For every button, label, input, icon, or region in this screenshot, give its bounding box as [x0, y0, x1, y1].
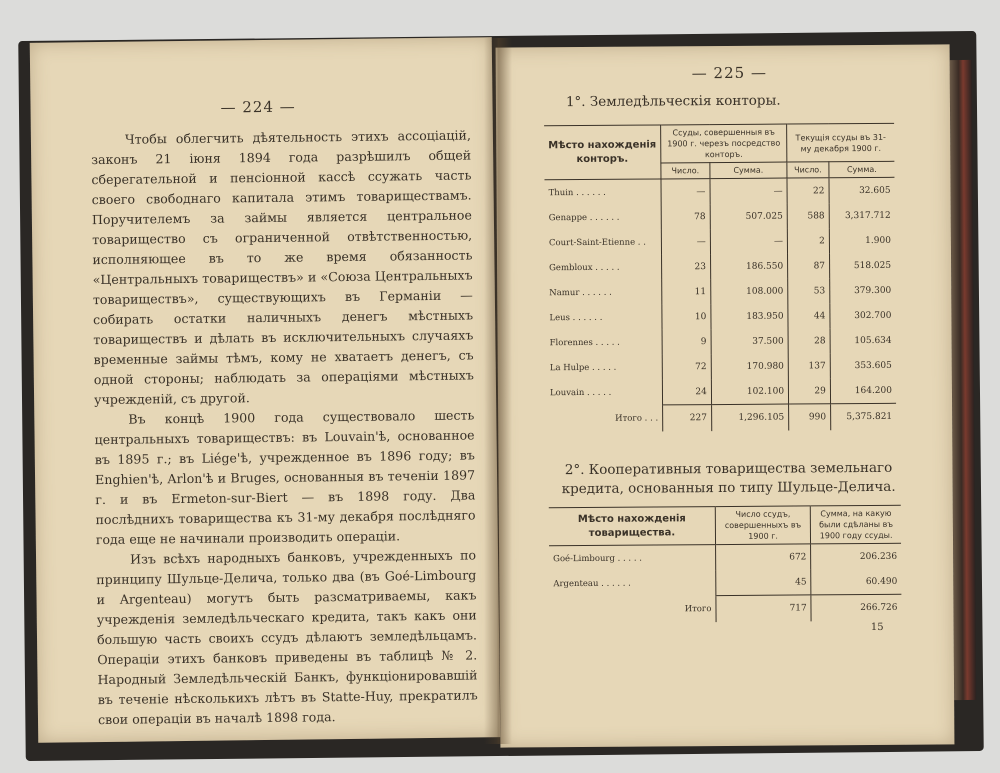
left-page [30, 37, 501, 743]
page-number-left: — 224 — [220, 97, 296, 117]
table2-count: 672 [716, 544, 811, 570]
table1-total-count-1: 227 [663, 405, 712, 432]
table1-count-1: 23 [662, 254, 711, 279]
table1-header-current-loans: Текущія ссуды въ 31-му декабря 1900 г. [787, 123, 895, 162]
table1-sum-2: 1.900 [829, 228, 895, 253]
table2-total-sum: 266.726 [811, 594, 901, 621]
table2-count: 45 [716, 569, 811, 595]
table1-place: Namur . . . . . . [549, 287, 612, 298]
table2-total-label: Итого [684, 603, 712, 615]
table1-place: Leus . . . . . . [549, 312, 603, 323]
table1-total-label: Итого . . . [615, 413, 659, 424]
table1-sum-2: 379.300 [830, 278, 896, 303]
table-row [545, 203, 895, 230]
table1-header-place: Мѣсто нахожденія конторъ. [544, 125, 661, 180]
table2-total-row [549, 594, 901, 623]
table1-subheader-sum-2: Сумма. [829, 161, 895, 177]
table1-count-2: 137 [788, 353, 830, 378]
table2-header-count: Число ссудъ, совершенныхъ въ 1900 г. [715, 506, 811, 545]
agricultural-offices-table [544, 123, 896, 432]
table1-place: Gembloux . . . . . [549, 262, 620, 273]
signature-mark: 15 [870, 621, 884, 633]
table1-place: Louvain . . . . . [549, 387, 612, 398]
paragraph-3: Изъ всѣхъ народныхъ банковъ, учрежденныхъ по принципу Шульце-Делича, только два (въ Goé-Limbourg и Argenteau) могутъ быть разсматриваемы, какъ учрежденія земледѣльческаго кредита, такъ какъ они большую часть своихъ ссудъ дѣлаютъ земледѣльцамъ. Операціи этихъ банковъ приведены въ таблицѣ № 2. Народный Земледѣльческій Банкъ, функціонировавшій въ теченіе нѣсколькихъ лѣтъ въ Statte-Huy, прекратилъ свои операціи въ началѣ 1898 года. [96, 547, 478, 728]
table1-header-loans-1900: Ссуды, совершенныя въ 1900 г. черезъ посредство конторъ. [661, 124, 787, 163]
table-row [544, 177, 894, 205]
table-row [545, 303, 895, 330]
book-edge [950, 60, 976, 700]
table1-count-2: 28 [788, 328, 830, 353]
right-page [496, 44, 955, 747]
table1-sum-1: — [710, 178, 787, 204]
table1-count-2: 29 [788, 378, 830, 404]
table-row [545, 228, 895, 255]
table1-count-2: 44 [788, 303, 830, 328]
table1-place: La Hulpe . . . . . [549, 362, 617, 373]
table1-sum-1: 37.500 [711, 329, 788, 355]
table1-sum-1: — [710, 229, 787, 255]
table2-header-place: Мѣсто нахожденія товарищества. [549, 507, 716, 546]
table1-total-sum-1: 1,296.105 [711, 404, 788, 431]
table2-sum: 206.236 [811, 543, 901, 569]
table-row [549, 569, 901, 597]
table1-subheader-sum-1: Сумма. [710, 162, 787, 179]
table1-total-count-2: 990 [789, 404, 831, 431]
table1-count-1: — [661, 229, 710, 254]
page-number-right: — 225 — [691, 63, 767, 83]
table1-count-1: 78 [661, 204, 710, 229]
table2-sum: 60.490 [811, 569, 901, 595]
table-row [545, 253, 895, 280]
table1-place: Florennes . . . . . [549, 337, 620, 348]
book-gutter [484, 38, 512, 744]
table1-place: Thuin . . . . . . [548, 187, 606, 198]
table2-place: Goé-Limbourg . . . . . [553, 553, 642, 564]
table1-total-row [546, 403, 896, 432]
table2-total-count: 717 [716, 595, 811, 622]
table1-place: Genappe . . . . . . [548, 212, 620, 223]
table1-count-2: 87 [788, 253, 830, 278]
table1-sum-1: 102.100 [711, 379, 788, 405]
table1-count-2: 588 [787, 203, 829, 228]
table1-count-1: 10 [662, 304, 711, 329]
table-row [549, 543, 901, 571]
table1-sum-2: 32.605 [829, 177, 895, 203]
table1-sum-1: 183.950 [711, 304, 788, 330]
table1-count-1: — [661, 179, 710, 205]
table2-place: Argenteau . . . . . . [553, 578, 631, 589]
table1-sum-2: 164.200 [830, 378, 896, 404]
table1-count-1: 9 [662, 329, 711, 354]
left-page-text [91, 125, 478, 730]
table1-count-1: 11 [662, 279, 711, 304]
table1-sum-2: 302.700 [830, 303, 896, 328]
section-1-title: 1°. Земледѣльческія конторы. [565, 92, 781, 111]
table1-place: Court-Saint-Etienne . . [548, 237, 646, 248]
table2-header-sum: Сумма, на какую были сдѣланы въ 1900 году ссуды. [811, 505, 901, 544]
table1-sum-2: 3,317.712 [829, 203, 895, 228]
table1-sum-1: 507.025 [710, 204, 787, 230]
table1-count-1: 24 [662, 379, 711, 405]
table1-sum-1: 170.980 [711, 354, 788, 380]
table1-sum-1: 186.550 [710, 254, 787, 280]
table1-sum-1: 108.000 [711, 279, 788, 305]
table1-count-2: 53 [788, 278, 830, 303]
table1-count-2: 2 [787, 228, 829, 253]
cooperative-credit-table [549, 505, 902, 623]
paragraph-2: Въ концѣ 1900 года существовало шесть центральныхъ товариществъ: въ Louvain'ѣ, основанное въ 1895 г.; въ Liége'ѣ, учрежденное въ 1896 году; въ Enghien'ѣ, Arlon'ѣ и Bruges, основанныя въ теченіи 1897 г. и въ Ermeton-sur-Biert — въ 1898 году. Два послѣднихъ товарищества къ 31-му декабря послѣдняго года еще не начинали производить операціи. [94, 407, 476, 548]
section-2-title: 2°. Кооперативныя товарищества земельнаго кредита, основанныя по типу Шульце-Делича. [561, 459, 896, 498]
table1-sum-2: 353.605 [830, 353, 896, 378]
table-row [546, 353, 896, 380]
table1-count-2: 22 [787, 178, 829, 204]
table-row [546, 328, 896, 355]
table1-sum-2: 105.634 [830, 328, 896, 353]
paragraph-1: Чтобы облегчить дѣятельность этихъ ассоціацій, законъ 21 іюня 1894 года разрѣшилъ общей сберегательной и пенсіонной кассѣ ссужать часть своего свободнаго капитала этимъ товариществамъ. Поручителемъ за займы является центральное товарищество съ ограниченной отвѣтственностью, исполняющее въ то же время обязанность «Центральныхъ товариществъ» и «Союза Центральныхъ товариществъ», существующихъ въ Германіи — собирать остатки наличныхъ денегъ мѣстныхъ товариществъ и дѣлать въ исключительныхъ случаяхъ временные займы тѣмъ, кому не хватаетъ денегъ, съ одной стороны; наблюдать за операціями мѣстныхъ учрежденій, съ другой. [91, 127, 474, 408]
table1-subheader-count-2: Число. [787, 162, 829, 178]
table1-sum-2: 518.025 [829, 253, 895, 278]
table1-total-sum-2: 5,375.821 [830, 403, 896, 430]
table-row [546, 378, 896, 406]
table1-subheader-count-1: Число. [661, 163, 710, 179]
table-row [545, 278, 895, 305]
table1-count-1: 72 [662, 354, 711, 379]
